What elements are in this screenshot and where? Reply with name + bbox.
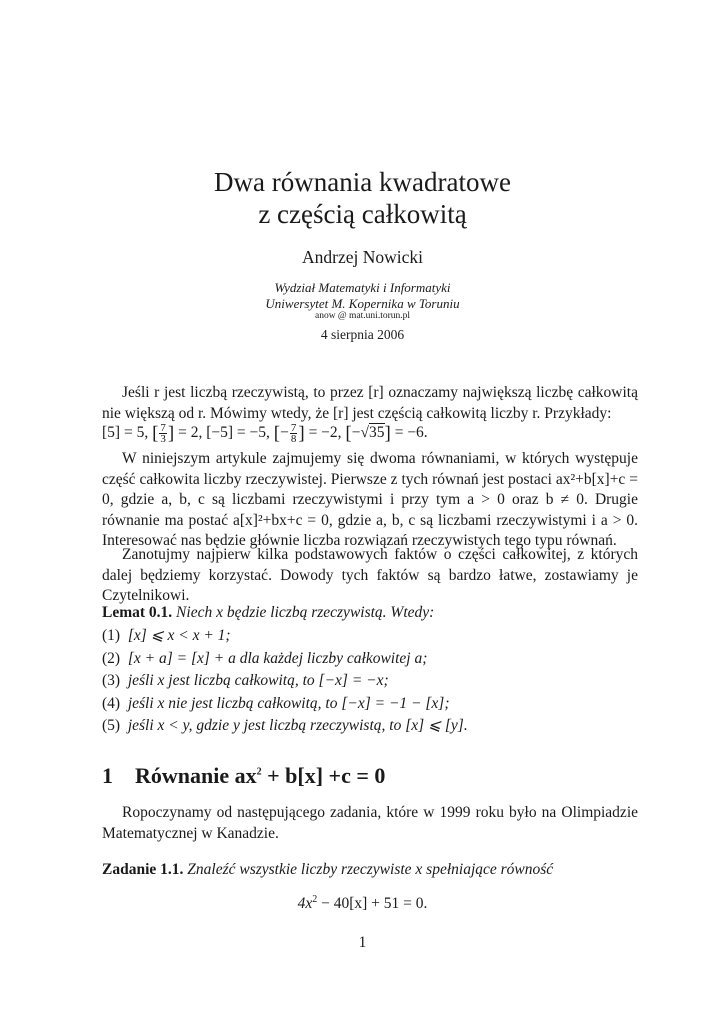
lemma-item: (2) [x + a] = [x] + a dla każdej liczby całkowitej a; xyxy=(102,650,428,667)
email: anow @ mat.uni.torun.pl xyxy=(314,311,411,321)
date: 4 sierpnia 2006 xyxy=(320,327,405,342)
lemma-label: Lemat 0.1. xyxy=(102,604,173,621)
title-line-1: Dwa równania kwadratowe xyxy=(214,167,511,197)
equation: $4x^2 - 40[x] + 51 = 0$. xyxy=(297,893,428,912)
task-heading xyxy=(102,860,642,880)
fraction-7-3: $\frac{7}{3}$ xyxy=(160,422,166,445)
page-number: 1 xyxy=(358,934,367,951)
example-1: [5] = 5, xyxy=(102,424,149,442)
lemma-heading xyxy=(102,603,642,623)
fraction-7-8: $\frac{7}{8}$ xyxy=(290,422,297,445)
lemma-item: (3) jeśli x jest liczbą całkowitą, to [−x] = −x; xyxy=(102,672,389,689)
section-paragraph: Ropoczynamy od następującego zadania, które w 1999 roku było na Olimpiadzie Matematycznej w Kanadzie. xyxy=(102,804,638,842)
task-text: Znaleźć wszystkie liczby rzeczywiste x spełniające równość xyxy=(187,861,554,878)
example-4: = −6. xyxy=(394,424,428,442)
section-heading: 1 Równanie $ax^2 + b[x] +c = 0$ xyxy=(102,763,386,788)
lemma-statement: Niech x będzie liczbą rzeczywistą. Wtedy: xyxy=(176,604,435,621)
author: Andrzej Nowicki xyxy=(301,247,423,267)
examples-line: [5] = 5, [ $\frac{7}{3}$ ] = 2, [−5] = −5, [− $\frac{7}{8}$ ] = −2, [−√35] = −6. xyxy=(102,422,428,445)
section-number: 1 xyxy=(102,763,113,788)
lemma-item: (4) jeśli x nie jest liczbą całkowitą, to [−x] = −1 − [x]; xyxy=(102,695,450,712)
lemma-item: (5) jeśli x < y, gdzie y jest liczbą rzeczywistą, to [x] ⩽ [y]. xyxy=(102,717,468,734)
sqrt-35: 35 xyxy=(369,424,385,442)
lemma-item: (1) [x] ⩽ x < x + 1; xyxy=(102,627,231,644)
example-3: = −2, xyxy=(308,424,342,442)
example-2: = 2, [−5] = −5, xyxy=(178,424,270,442)
title-line-2: z częścią całkowitą xyxy=(258,199,467,229)
task-label: Zadanie 1.1. xyxy=(102,861,184,878)
affiliation-line-1: Wydział Matematyki i Informatyki xyxy=(274,280,451,295)
intro-paragraph-3: Zanotujmy najpierw kilka podstawowych faktów o części całkowitej, z których dalej będziemy korzystać. Dowody tych faktów są bardzo łatwe, zostawiamy je Czytelnikowi. xyxy=(102,546,638,604)
intro-paragraph-2: W niniejszym artykule zajmujemy się dwoma równaniami, w których występuje część całkowita liczby rzeczywistej. Pierwsze z tych równań jest postaci ax²+b[x]+c = 0, gdzie a, b, c są liczbami rzeczywistymi i przy tym a > 0 oraz b ≠ 0. Drugie równanie ma postać a[x]²+bx+c = 0, gdzie a, b, c są liczbami rzeczywistymi i a > 0. Interesować nas będzie głównie liczba rozwiązań rzeczywistych tego typu równań. xyxy=(102,450,638,549)
intro-paragraph-1: Jeśli r jest liczbą rzeczywistą, to przez [r] oznaczamy największą liczbę całkowitą nie większą od r. Mówimy wtedy, że [r] jest częścią całkowitą liczby r. Przykłady: xyxy=(102,384,638,422)
affiliation-line-2: Uniwersytet M. Kopernika w Toruniu xyxy=(265,296,460,311)
